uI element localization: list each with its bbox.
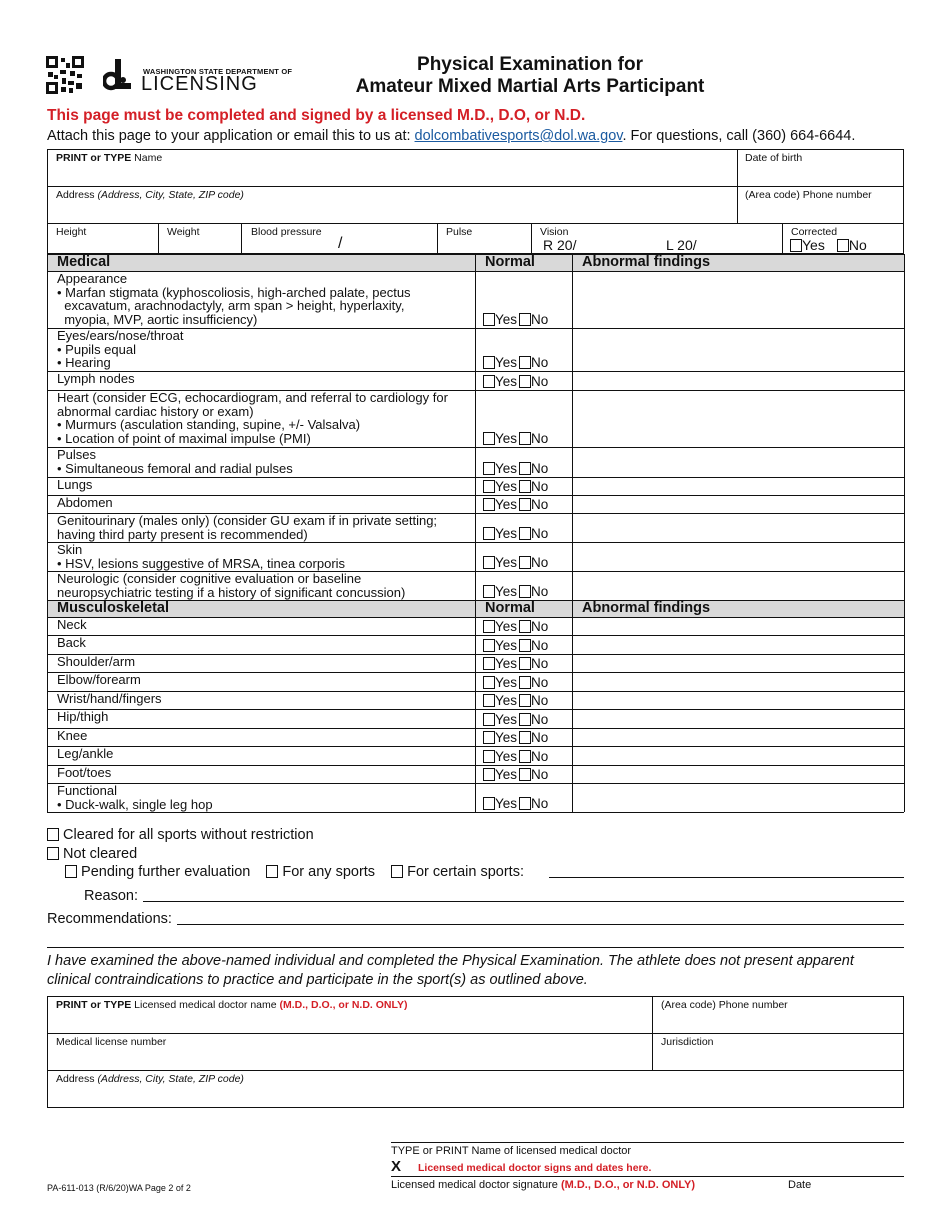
medical-abnormal-input[interactable] bbox=[576, 330, 900, 369]
medical-no-checkbox[interactable] bbox=[519, 527, 531, 540]
any-sports-checkbox[interactable] bbox=[266, 865, 278, 878]
qr-code bbox=[46, 56, 84, 94]
msk-row-normal: Yes No bbox=[483, 767, 548, 782]
msk-row-normal: Yes No bbox=[483, 656, 548, 671]
msk-row-label: Hip/thigh bbox=[57, 709, 109, 724]
notice: This page must be completed and signed by a licensed M.D., D.O, or N.D. bbox=[47, 107, 586, 124]
divider bbox=[47, 947, 904, 948]
address-label: Address (Address, City, State, ZIP code) bbox=[56, 189, 244, 201]
medical-normal-header: Normal bbox=[485, 254, 535, 270]
pulse-label: Pulse bbox=[446, 226, 473, 238]
bp-label: Blood pressure bbox=[251, 226, 322, 238]
medical-row-normal: Yes No bbox=[483, 461, 548, 476]
agency-line2: LICENSING bbox=[141, 73, 258, 95]
doctor-address-label: Address (Address, City, State, ZIP code) bbox=[56, 1073, 244, 1085]
cleared-option: Cleared for all sports without restriction bbox=[47, 827, 314, 843]
msk-abnormal-input[interactable] bbox=[576, 785, 900, 810]
medical-yes-checkbox[interactable] bbox=[483, 585, 495, 598]
msk-no-checkbox[interactable] bbox=[519, 713, 531, 726]
msk-yes-checkbox[interactable] bbox=[483, 797, 495, 810]
medical-yes-checkbox[interactable] bbox=[483, 432, 495, 445]
jurisdiction-label: Jurisdiction bbox=[661, 1036, 714, 1048]
msk-abnormal-input[interactable] bbox=[576, 767, 900, 781]
msk-row-normal: Yes No bbox=[483, 730, 548, 745]
msk-no-checkbox[interactable] bbox=[519, 620, 531, 633]
signature-line[interactable] bbox=[391, 1176, 904, 1177]
msk-row-normal: Yes No bbox=[483, 619, 548, 634]
reason-line[interactable] bbox=[143, 901, 904, 902]
medical-abnormal-input[interactable] bbox=[576, 449, 900, 475]
msk-row-label: Elbow/forearm bbox=[57, 672, 141, 687]
doctor-address-input[interactable] bbox=[56, 1087, 896, 1105]
not-cleared-option: Not cleared bbox=[47, 846, 137, 862]
agency-line1: WASHINGTON STATE DEPARTMENT OF bbox=[143, 67, 293, 76]
msk-row-normal: Yes No bbox=[483, 749, 548, 764]
medical-row-normal: Yes No bbox=[483, 479, 548, 494]
date-label: Date bbox=[788, 1179, 812, 1191]
address-input[interactable] bbox=[56, 203, 726, 221]
msk-abnormal-input[interactable] bbox=[576, 730, 900, 744]
medical-yes-checkbox[interactable] bbox=[483, 462, 495, 475]
medical-abnormal-input[interactable] bbox=[576, 573, 900, 598]
pending-checkbox[interactable] bbox=[65, 865, 77, 878]
medical-row-label: Genitourinary (males only) (consider GU exam if in private setting; having third party present is recommended) bbox=[57, 513, 438, 542]
medical-yes-checkbox[interactable] bbox=[483, 527, 495, 540]
msk-row-label: Foot/toes bbox=[57, 765, 112, 780]
medical-yes-checkbox[interactable] bbox=[483, 356, 495, 369]
medical-no-checkbox[interactable] bbox=[519, 498, 531, 511]
medical-no-checkbox[interactable] bbox=[519, 462, 531, 475]
height-label: Height bbox=[56, 226, 87, 238]
form-id: PA-611-013 (R/6/20)WA Page 2 of 2 bbox=[47, 1183, 191, 1193]
msk-row-label: Knee bbox=[57, 728, 88, 743]
msk-row-normal: Yes No bbox=[483, 712, 548, 727]
medical-row-label: Lymph nodes bbox=[57, 371, 135, 386]
msk-abnormal-header: Abnormal findings bbox=[582, 600, 711, 616]
medical-abnormal-header: Abnormal findings bbox=[582, 254, 711, 270]
phone-label: (Area code) Phone number bbox=[745, 189, 872, 201]
recommendations-line[interactable] bbox=[177, 924, 904, 925]
attach-suffix: . For questions, call (360) 664-6644. bbox=[622, 128, 856, 144]
name-label: PRINT or TYPE Name bbox=[56, 152, 163, 164]
msk-row-normal: Yes No bbox=[483, 638, 548, 653]
corrected-label: Corrected bbox=[791, 226, 838, 238]
email-link[interactable]: dolcombativesports@dol.wa.gov bbox=[414, 128, 623, 144]
medical-yes-checkbox[interactable] bbox=[483, 556, 495, 569]
weight-label: Weight bbox=[167, 226, 200, 238]
dob-input[interactable] bbox=[745, 166, 895, 184]
medical-no-checkbox[interactable] bbox=[519, 356, 531, 369]
doctor-phone-label: (Area code) Phone number bbox=[661, 999, 788, 1011]
cleared-checkbox[interactable] bbox=[47, 828, 59, 841]
medical-row-normal: Yes No bbox=[483, 555, 548, 570]
vision-right: R 20/ bbox=[543, 237, 577, 253]
msk-no-checkbox[interactable] bbox=[519, 639, 531, 652]
reason-label: Reason: bbox=[84, 888, 139, 904]
msk-title: Musculoskeletal bbox=[57, 600, 170, 616]
form-title-line1: Physical Examination for bbox=[417, 54, 643, 75]
medical-row-normal: Yes No bbox=[483, 431, 548, 446]
corrected-yes-checkbox[interactable] bbox=[790, 239, 802, 252]
msk-yes-checkbox[interactable] bbox=[483, 620, 495, 633]
corrected-options: Yes No bbox=[790, 237, 867, 253]
signature-label: Licensed medical doctor signature (M.D., D.O., or N.D. ONLY) bbox=[391, 1179, 696, 1191]
medical-row-label: Neurologic (consider cognitive evaluation or baseline neuropsychiatric testing if a history of significant concussion) bbox=[57, 571, 406, 600]
msk-no-checkbox[interactable] bbox=[519, 797, 531, 810]
msk-row-label: Shoulder/arm bbox=[57, 654, 136, 669]
signature-x-mark: X bbox=[391, 1158, 402, 1175]
medical-abnormal-input[interactable] bbox=[576, 392, 900, 445]
attach-prefix: Attach this page to your application or email this to us at: bbox=[47, 128, 415, 144]
phone-input[interactable] bbox=[745, 203, 895, 221]
not-cleared-suboptions: Pending further evaluation For any sports For certain sports: bbox=[65, 864, 524, 880]
msk-yes-checkbox[interactable] bbox=[483, 750, 495, 763]
msk-abnormal-input[interactable] bbox=[576, 748, 900, 763]
medical-row-normal: Yes No bbox=[483, 526, 548, 541]
medical-abnormal-input[interactable] bbox=[576, 515, 900, 540]
name-input[interactable] bbox=[56, 166, 726, 184]
medical-abnormal-input[interactable] bbox=[576, 373, 900, 388]
msk-no-checkbox[interactable] bbox=[519, 657, 531, 670]
license-label: Medical license number bbox=[56, 1036, 167, 1048]
medical-no-checkbox[interactable] bbox=[519, 556, 531, 569]
msk-no-checkbox[interactable] bbox=[519, 694, 531, 707]
msk-row-normal: Yes No bbox=[483, 796, 548, 811]
msk-no-checkbox[interactable] bbox=[519, 750, 531, 763]
msk-abnormal-input[interactable] bbox=[576, 619, 900, 633]
msk-row-normal: Yes No bbox=[483, 675, 548, 690]
medical-row-label: Lungs bbox=[57, 477, 93, 492]
msk-row-normal: Yes No bbox=[483, 693, 548, 708]
medical-yes-checkbox[interactable] bbox=[483, 375, 495, 388]
dol-logo-icon bbox=[103, 59, 135, 93]
msk-normal-header: Normal bbox=[485, 600, 535, 616]
medical-no-checkbox[interactable] bbox=[519, 480, 531, 493]
medical-yes-checkbox[interactable] bbox=[483, 313, 495, 326]
attestation-statement: I have examined the above-named individual and completed the Physical Examination. The athlete does not present apparent clinical contraindications to practice and participate in the sport(s) as outlined above. bbox=[47, 953, 854, 988]
msk-yes-checkbox[interactable] bbox=[483, 768, 495, 781]
license-input[interactable] bbox=[56, 1050, 641, 1068]
jurisdiction-input[interactable] bbox=[661, 1050, 896, 1068]
msk-yes-checkbox[interactable] bbox=[483, 639, 495, 652]
medical-no-checkbox[interactable] bbox=[519, 313, 531, 326]
msk-no-checkbox[interactable] bbox=[519, 768, 531, 781]
msk-yes-checkbox[interactable] bbox=[483, 694, 495, 707]
medical-abnormal-input[interactable] bbox=[576, 273, 900, 326]
form-title-line2: Amateur Mixed Martial Arts Participant bbox=[355, 76, 705, 97]
msk-yes-checkbox[interactable] bbox=[483, 676, 495, 689]
medical-row-label: Abdomen bbox=[57, 495, 113, 510]
medical-no-checkbox[interactable] bbox=[519, 585, 531, 598]
not-cleared-checkbox[interactable] bbox=[47, 847, 59, 860]
msk-row-label: Wrist/hand/fingers bbox=[57, 691, 162, 706]
corrected-no-checkbox[interactable] bbox=[837, 239, 849, 252]
msk-no-checkbox[interactable] bbox=[519, 676, 531, 689]
msk-abnormal-input[interactable] bbox=[576, 637, 900, 652]
doctor-phone-input[interactable] bbox=[661, 1013, 896, 1031]
medical-no-checkbox[interactable] bbox=[519, 432, 531, 445]
vision-left: L 20/ bbox=[666, 237, 697, 253]
medical-row-normal: Yes No bbox=[483, 312, 548, 327]
type-name-label: TYPE or PRINT Name of licensed medical doctor bbox=[391, 1145, 632, 1157]
medical-abnormal-input[interactable] bbox=[576, 544, 900, 569]
medical-row-label: Heart (consider ECG, echocardiogram, and referral to cardiology for abnormal cardiac history or exam) • Murmurs (asculation standing, supine, +/- Valsalva) • Location of point of maximal impulse (PMI) bbox=[57, 390, 448, 446]
medical-no-checkbox[interactable] bbox=[519, 375, 531, 388]
type-name-line[interactable] bbox=[391, 1142, 904, 1143]
vision-label: Vision bbox=[540, 226, 569, 238]
msk-abnormal-input[interactable] bbox=[576, 674, 900, 689]
bp-slash: / bbox=[338, 235, 343, 252]
medical-title: Medical bbox=[57, 254, 111, 270]
medical-yes-checkbox[interactable] bbox=[483, 498, 495, 511]
doctor-name-label: PRINT or TYPE Licensed medical doctor name (M.D., D.O., or N.D. ONLY) bbox=[56, 999, 408, 1011]
dob-label: Date of birth bbox=[745, 152, 803, 164]
medical-row-normal: Yes No bbox=[483, 584, 548, 599]
medical-abnormal-input[interactable] bbox=[576, 479, 900, 493]
certain-sports-checkbox[interactable] bbox=[391, 865, 403, 878]
medical-row-label: Eyes/ears/nose/throat • Pupils equal • Hearing bbox=[57, 328, 184, 370]
msk-row-label: Neck bbox=[57, 617, 87, 632]
signs-here-note: Licensed medical doctor signs and dates here. bbox=[418, 1162, 652, 1174]
msk-yes-checkbox[interactable] bbox=[483, 657, 495, 670]
medical-abnormal-input[interactable] bbox=[576, 497, 900, 511]
medical-row-label: Pulses • Simultaneous femoral and radial pulses bbox=[57, 447, 293, 476]
doctor-name-input[interactable] bbox=[56, 1013, 641, 1031]
msk-no-checkbox[interactable] bbox=[519, 731, 531, 744]
medical-row-label: Skin • HSV, lesions suggestive of MRSA, tinea corporis bbox=[57, 542, 346, 571]
medical-row-normal: Yes No bbox=[483, 355, 548, 370]
msk-abnormal-input[interactable] bbox=[576, 693, 900, 707]
medical-yes-checkbox[interactable] bbox=[483, 480, 495, 493]
applicant-box bbox=[47, 149, 904, 254]
msk-abnormal-input[interactable] bbox=[576, 656, 900, 670]
msk-yes-checkbox[interactable] bbox=[483, 713, 495, 726]
medical-row-normal: Yes No bbox=[483, 374, 548, 389]
msk-row-label: Leg/ankle bbox=[57, 746, 114, 761]
medical-row-normal: Yes No bbox=[483, 497, 548, 512]
msk-yes-checkbox[interactable] bbox=[483, 731, 495, 744]
certain-sports-line[interactable] bbox=[549, 877, 904, 878]
msk-row-label: Functional • Duck-walk, single leg hop bbox=[57, 783, 213, 812]
medical-row-label: Appearance • Marfan stigmata (kyphoscoliosis, high-arched palate, pectus excavatum, arachnodactyly, arm span > height, hyperlaxity, myopia, MVP, aortic insufficiency) bbox=[57, 271, 411, 327]
attach-line bbox=[47, 128, 855, 144]
recommendations-label: Recommendations: bbox=[47, 911, 172, 927]
msk-abnormal-input[interactable] bbox=[576, 711, 900, 726]
msk-row-label: Back bbox=[57, 635, 86, 650]
